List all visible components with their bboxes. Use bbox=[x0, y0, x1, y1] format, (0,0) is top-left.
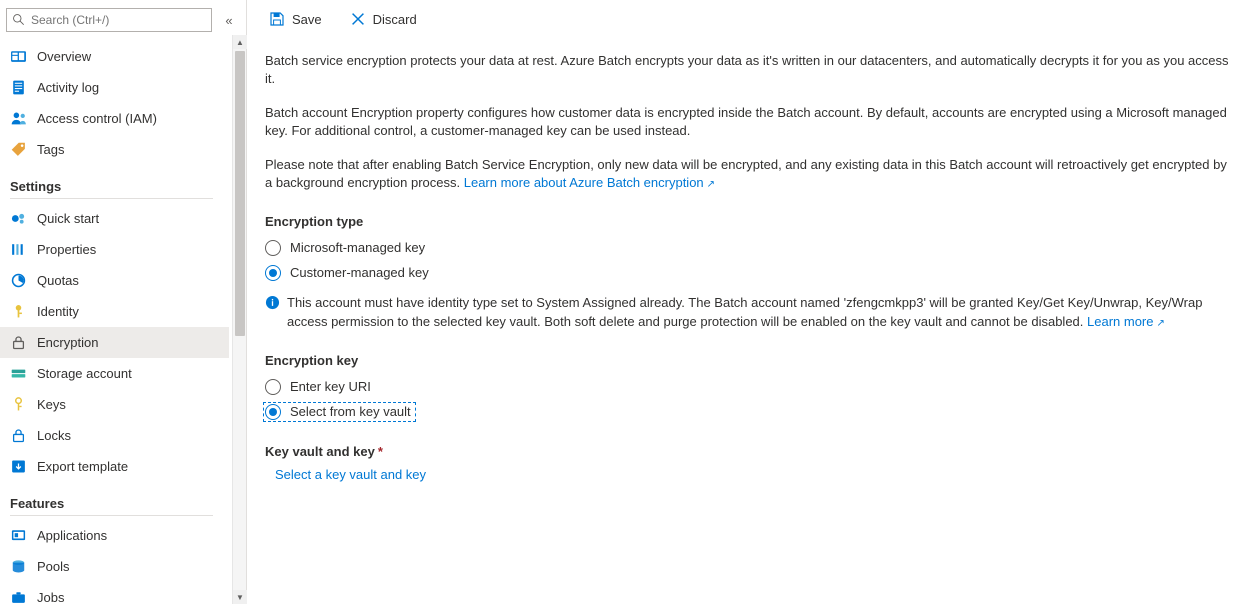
key-vault-label-text: Key vault and key bbox=[265, 444, 375, 459]
external-link-icon: ↗ bbox=[1156, 318, 1165, 329]
encryption-type-label: Encryption type bbox=[265, 214, 364, 229]
sidebar-section-settings-title: Settings bbox=[10, 179, 62, 194]
overview-icon bbox=[10, 48, 27, 65]
identity-icon bbox=[10, 303, 27, 320]
sidebar-item-applications[interactable] bbox=[0, 520, 229, 551]
sidebar-item-label: Quick start bbox=[37, 211, 100, 226]
jobs-icon bbox=[10, 589, 27, 604]
discard-label: Discard bbox=[372, 11, 417, 27]
toolbar bbox=[247, 0, 1249, 38]
intro-paragraph-1: Batch service encryption protects your data at rest. Azure Batch encrypts your data as it's written in our datacenters, and automatically decrypts it for you as you access it. bbox=[265, 53, 1229, 86]
sidebar-item-label: Tags bbox=[37, 142, 65, 157]
select-key-vault-and-key-link[interactable]: Select a key vault and key bbox=[275, 467, 427, 482]
sidebar-item-label: Locks bbox=[37, 428, 71, 443]
radio-label: Select from key vault bbox=[290, 404, 411, 419]
sidebar-search-row bbox=[0, 0, 246, 38]
key-vault-selector[interactable] bbox=[275, 467, 1231, 482]
radio-microsoft-managed-key[interactable] bbox=[265, 235, 1231, 260]
radio-customer-managed-key[interactable] bbox=[265, 260, 1231, 285]
discard-button[interactable] bbox=[346, 8, 421, 30]
close-icon bbox=[350, 11, 366, 27]
radio-label: Enter key URI bbox=[290, 379, 371, 394]
search-box[interactable] bbox=[6, 8, 212, 32]
sidebar-divider bbox=[10, 198, 213, 199]
batch-encryption-learn-more-link[interactable] bbox=[464, 175, 715, 190]
encryption-icon bbox=[10, 334, 27, 351]
sidebar-item-keys[interactable] bbox=[0, 389, 229, 420]
sidebar-item-quotas[interactable] bbox=[0, 265, 229, 296]
external-link-icon: ↗ bbox=[706, 179, 716, 190]
save-label: Save bbox=[292, 11, 322, 27]
encryption-form bbox=[247, 38, 1249, 482]
sidebar-item-pools[interactable] bbox=[0, 551, 229, 582]
sidebar-item-label: Applications bbox=[37, 528, 108, 543]
sidebar-divider bbox=[10, 515, 213, 516]
intro-paragraph-3 bbox=[265, 156, 1231, 194]
sidebar-item-storage-account[interactable] bbox=[0, 358, 229, 389]
sidebar-item-access-control[interactable] bbox=[0, 103, 229, 134]
radio-enter-key-uri[interactable] bbox=[265, 374, 1231, 399]
search-icon bbox=[12, 13, 25, 26]
key-vault-and-key-label bbox=[265, 444, 1231, 459]
applications-icon bbox=[10, 527, 27, 544]
sidebar-section-features-title: Features bbox=[10, 496, 65, 511]
export-template-icon bbox=[10, 458, 27, 475]
sidebar-item-label: Storage account bbox=[37, 366, 132, 381]
sidebar-item-label: Export template bbox=[37, 459, 129, 474]
intro-paragraph-3-text: Please note that after enabling Batch Service Encryption, only new data will be encrypted, and any existing data in this Batch account will retroactively get encrypted by a background encryption process. bbox=[265, 157, 1227, 190]
save-icon bbox=[269, 11, 285, 27]
sidebar-item-properties[interactable] bbox=[0, 234, 229, 265]
locks-icon bbox=[10, 427, 27, 444]
scroll-thumb[interactable] bbox=[235, 51, 245, 336]
sidebar-scrollbar[interactable] bbox=[232, 35, 246, 604]
sidebar-item-label: Quotas bbox=[37, 273, 79, 288]
access-control-icon bbox=[10, 110, 27, 127]
search-input[interactable] bbox=[29, 12, 211, 28]
identity-learn-more-link[interactable] bbox=[1087, 314, 1165, 329]
keys-icon bbox=[10, 396, 27, 413]
sidebar-nav bbox=[0, 38, 246, 604]
quick-start-icon bbox=[10, 210, 27, 227]
sidebar-item-locks[interactable] bbox=[0, 420, 229, 451]
batch-encryption-learn-more-label: Learn more about Azure Batch encryption bbox=[463, 175, 704, 190]
radio-button-icon bbox=[265, 240, 281, 256]
focus-outline bbox=[263, 402, 416, 422]
radio-select-from-key-vault[interactable] bbox=[265, 399, 1231, 424]
sidebar-item-quick-start[interactable] bbox=[0, 203, 229, 234]
save-button[interactable] bbox=[265, 8, 326, 30]
sidebar-item-identity[interactable] bbox=[0, 296, 229, 327]
radio-button-icon bbox=[265, 379, 281, 395]
tags-icon bbox=[10, 141, 27, 158]
quotas-icon bbox=[10, 272, 27, 289]
radio-label: Customer-managed key bbox=[290, 265, 429, 280]
properties-icon bbox=[10, 241, 27, 258]
sidebar-item-tags[interactable] bbox=[0, 134, 229, 165]
info-message: This account must have identity type set to System Assigned already. The Batch account named 'zfengcmkpp3' will be granted Key/Get Key/Unwrap, Key/Wrap access permission to the selected key vault. Both soft delete and purge protection will be enabled on the key vault and cannot be disabled. bbox=[287, 295, 1203, 329]
sidebar bbox=[0, 0, 247, 604]
radio-button-icon-selected bbox=[265, 265, 281, 281]
main-panel bbox=[247, 0, 1249, 604]
sidebar-item-label: Keys bbox=[37, 397, 66, 412]
info-text bbox=[287, 293, 1231, 333]
info-icon bbox=[265, 295, 280, 310]
intro-paragraph-2: Batch account Encryption property configures how customer data is encrypted inside the Batch account. By default, accounts are encrypted using a Microsoft managed key. For additional control, a customer-managed key can be used instead. bbox=[265, 105, 1227, 138]
activity-log-icon bbox=[10, 79, 27, 96]
sidebar-item-label: Pools bbox=[37, 559, 70, 574]
sidebar-item-label: Properties bbox=[37, 242, 97, 257]
sidebar-item-overview[interactable] bbox=[0, 41, 229, 72]
sidebar-item-label: Overview bbox=[37, 49, 92, 64]
sidebar-item-label: Activity log bbox=[37, 80, 100, 95]
sidebar-item-label: Identity bbox=[37, 304, 79, 319]
radio-label: Microsoft-managed key bbox=[290, 240, 426, 255]
sidebar-item-label: Access control (IAM) bbox=[37, 111, 157, 126]
pools-icon bbox=[10, 558, 27, 575]
storage-account-icon bbox=[10, 365, 27, 382]
scroll-up-button[interactable]: ▲ bbox=[233, 35, 247, 49]
sidebar-item-label: Jobs bbox=[37, 590, 65, 604]
scroll-down-button[interactable]: ▼ bbox=[233, 590, 247, 604]
sidebar-item-export-template[interactable] bbox=[0, 451, 229, 482]
identity-learn-more-label: Learn more bbox=[1087, 314, 1154, 329]
collapse-sidebar-button[interactable]: « bbox=[225, 12, 233, 28]
required-indicator: * bbox=[377, 444, 383, 459]
identity-info-message bbox=[265, 293, 1231, 333]
sidebar-item-encryption[interactable] bbox=[0, 327, 229, 358]
encryption-key-label: Encryption key bbox=[265, 353, 359, 368]
sidebar-item-activity-log[interactable] bbox=[0, 72, 229, 103]
radio-button-icon-selected bbox=[265, 404, 281, 420]
sidebar-item-label: Encryption bbox=[37, 335, 99, 350]
sidebar-item-jobs[interactable] bbox=[0, 582, 229, 604]
